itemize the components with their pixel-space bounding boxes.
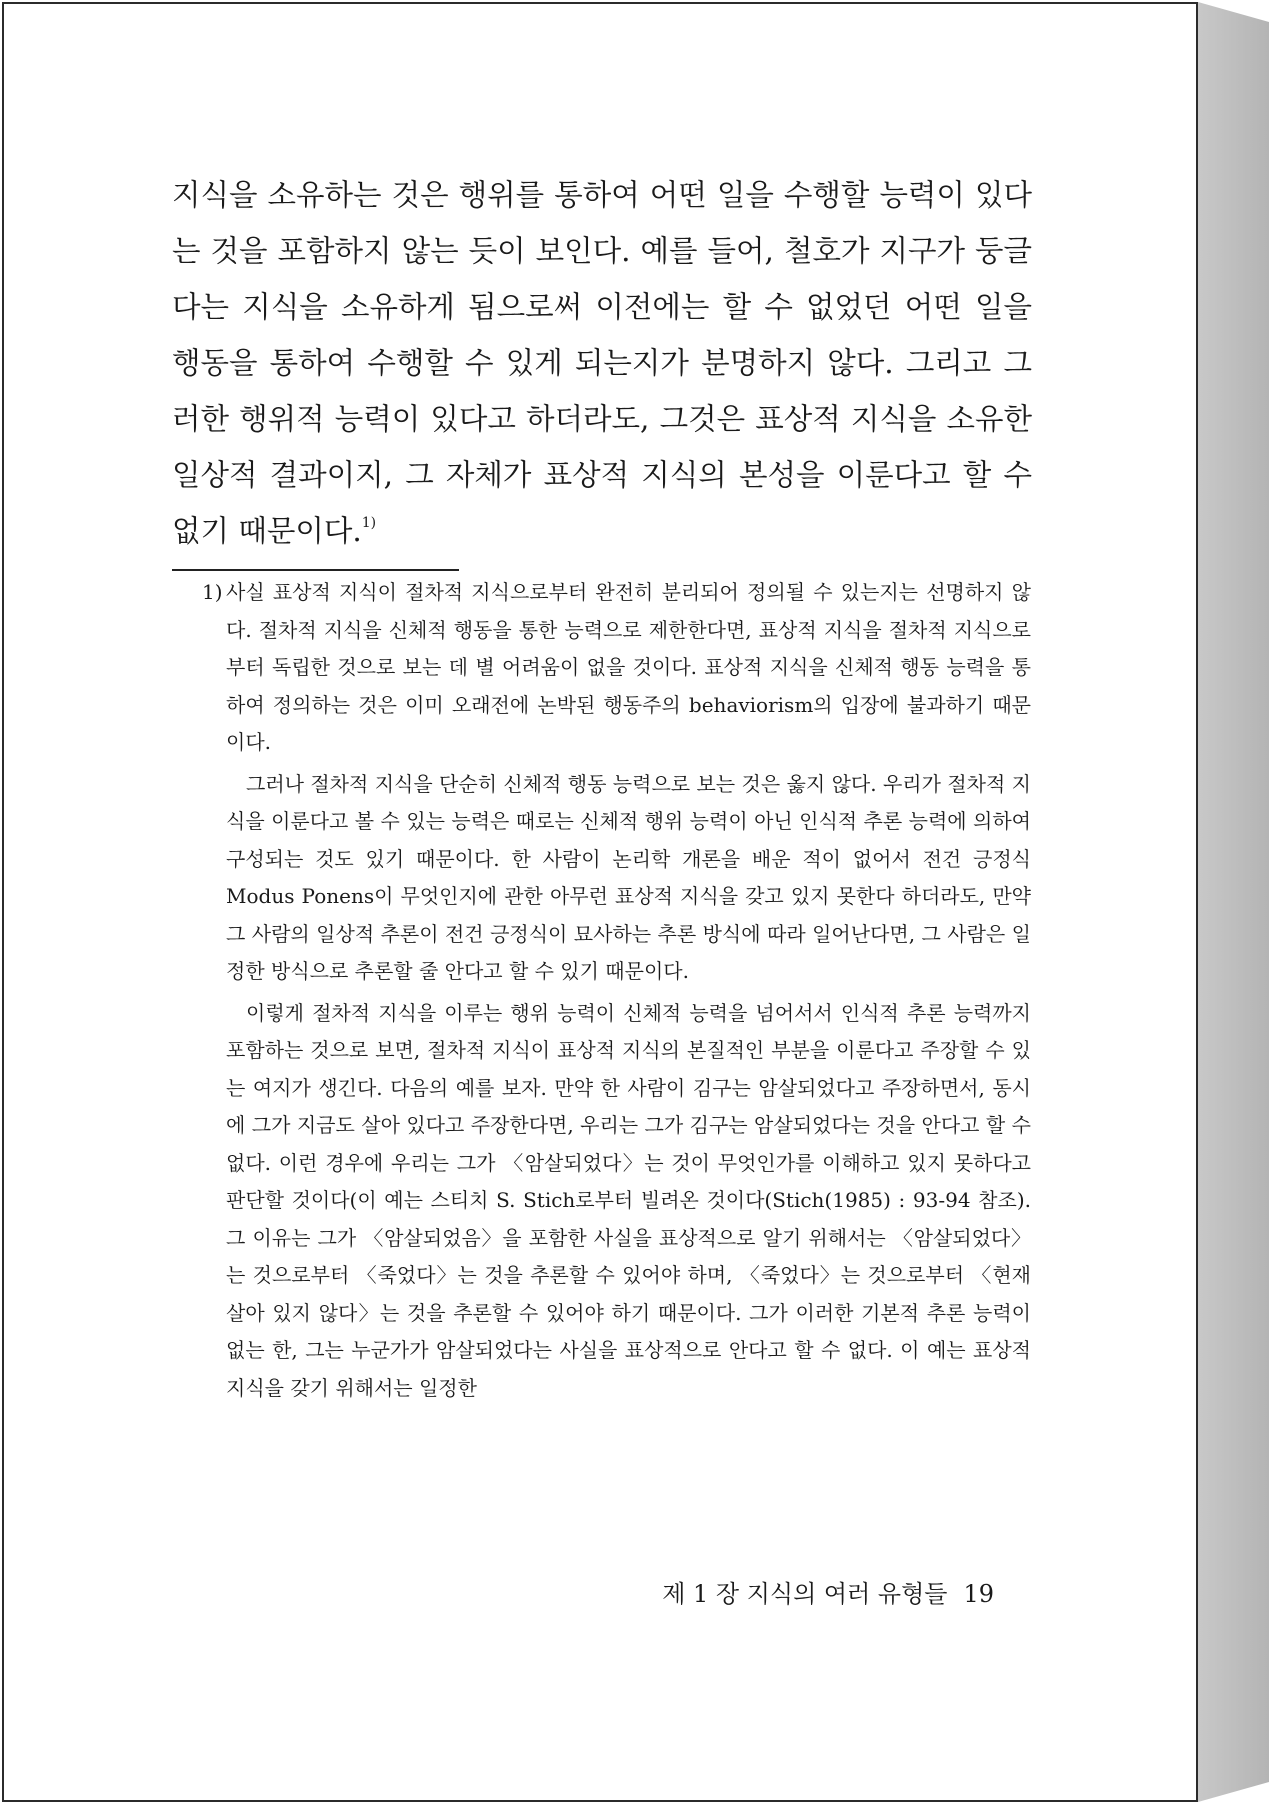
footnote-reference[interactable]: 1): [361, 515, 377, 531]
chapter-title: 제 1 장 지식의 여러 유형들: [662, 1580, 948, 1608]
running-footer: [4, 1574, 994, 1609]
footnote-section: [176, 574, 1031, 1407]
footnote-paragraph-3: 이렇게 절차적 지식을 이루는 행위 능력이 신체적 능력을 넘어서서 인식적 추론 능력까지 포함하는 것으로 보면, 절차적 지식이 표상적 지식의 본질적인 부분을 이룬다고 주장할 수 있는 여지가 생긴다. 다음의 예를 보자. 만약 한 사람이 김구는 암살되었다고 주장하면서, 동시에 그가 지금도 살아 있다고 주장한다면, 우리는 그가 김구는 암살되었다는 것을 안다고 할 수 없다. 이런 경우에 우리는 그가 〈암살되었다〉는 것이 무엇인가를 이해하고 있지 못하다고 판단할 것이다(이 예는 스티치 S. Stich로부터 빌려온 것이다(Stich(1985) : 93-94 참조). 그 이유는 그가 〈암살되었음〉을 포함한 사실을 표상적으로 알기 위해서는 〈암살되었다〉는 것으로부터 〈죽었다〉는 것을 추론할 수 있어야 하며, 〈죽었다〉는 것으로부터 〈현재 살아 있지 않다〉는 것을 추론할 수 있어야 하기 때문이다. 그가 이러한 기본적 추론 능력이 없는 한, 그는 누군가가 암살되었다는 사실을 표상적으로 안다고 할 수 없다. 이 예는 표상적 지식을 갖기 위해서는 일정한: [226, 1000, 1031, 1400]
book-page: [2, 2, 1198, 1802]
footnote-number: 1): [202, 580, 223, 604]
main-paragraph: [172, 167, 1032, 559]
footnote-paragraph-2: 그러나 절차적 지식을 단순히 신체적 행동 능력으로 보는 것은 옳지 않다. 우리가 절차적 지식을 이룬다고 볼 수 있는 능력은 때로는 신체적 행위 능력이 아닌 인식적 추론 능력에 의하여 구성되는 것도 있기 때문이다. 한 사람이 논리학 개론을 배운 적이 없어서 전건 긍정식 Modus Ponens이 무엇인지에 관한 아무런 표상적 지식을 갖고 있지 못한다 하더라도, 만약 그 사람의 일상적 추론이 전건 긍정식이 묘사하는 추론 방식에 따라 일어난다면, 그 사람은 일정한 방식으로 추론할 줄 안다고 할 수 있기 때문이다.: [226, 771, 1031, 983]
footnote-divider: [172, 569, 459, 571]
page-edge-shadow: [1198, 2, 1269, 1802]
page-edge-line: [1196, 2, 1198, 1802]
main-paragraph-text: 지식을 소유하는 것은 행위를 통하여 어떤 일을 수행할 능력이 있다는 것을 포함하지 않는 듯이 보인다. 예를 들어, 철호가 지구가 둥글다는 지식을 소유하게 됨으로써 이전에는 할 수 없었던 어떤 일을 행동을 통하여 수행할 수 있게 되는지가 분명하지 않다. 그리고 그러한 행위적 능력이 있다고 하더라도, 그것은 표상적 지식을 소유한 일상적 결과이지, 그 자체가 표상적 지식의 본성을 이룬다고 할 수 없기 때문이다.: [172, 178, 1032, 548]
footnote-text-1: 사실 표상적 지식이 절차적 지식으로부터 완전히 분리되어 정의될 수 있는지는 선명하지 않다. 절차적 지식을 신체적 행동을 통한 능력으로 제한한다면, 표상적 지식을 절차적 지식으로부터 독립한 것으로 보는 데 별 어려움이 없을 것이다. 표상적 지식을 신체적 행동 능력을 통하여 정의하는 것은 이미 오래전에 논박된 행동주의 behaviorism의 입장에 불과하기 때문이다.: [226, 580, 1031, 754]
footnote-paragraph-1: [176, 574, 1031, 762]
page-number: 19: [963, 1580, 994, 1608]
